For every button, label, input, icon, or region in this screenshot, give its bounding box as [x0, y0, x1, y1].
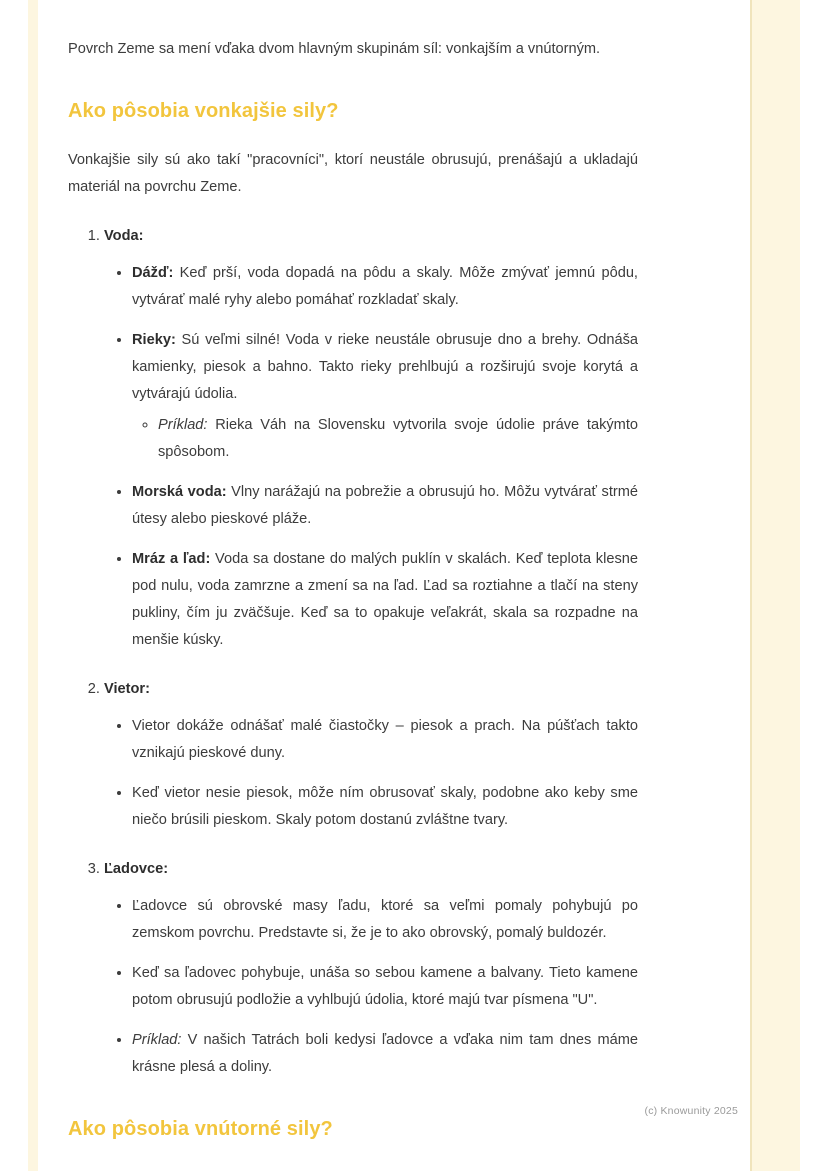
section-heading-inner-forces: Ako pôsobia vnútorné sily?	[68, 1118, 333, 1140]
bullet-item	[132, 713, 638, 767]
footer-copyright: (c) Knowunity 2025	[644, 1105, 738, 1117]
bullet-term: Morská voda:	[132, 484, 227, 500]
bullet-text: Keď sa ľadovec pohybuje, unáša so sebou kamene a balvany. Tieto kamene potom obrusujú podložie a vyhlbujú údolia, ktoré majú tvar písmena "U".	[132, 965, 638, 1008]
bullet-item	[132, 546, 638, 654]
example-label: Príklad:	[132, 1032, 182, 1048]
bullet-term: Mráz a ľad:	[132, 551, 211, 567]
list-item-title: Voda:	[104, 228, 144, 244]
list-item	[104, 856, 638, 1081]
bullet-text: Sú veľmi silné! Voda v rieke neustále obrusuje dno a brehy. Odnáša kamienky, piesok a bahno. Takto rieky prehlbujú a rozširujú svoje korytá a vytvárajú údolia.	[132, 332, 638, 402]
example-sublist	[132, 412, 638, 466]
bullet-text: Vlny narážajú na pobrežie a obrusujú ho. Môžu vytvárať strmé útesy alebo pieskové pláže.	[132, 484, 639, 527]
list-item	[104, 223, 638, 654]
sublist-ladovce	[104, 893, 638, 1081]
section1-lead-paragraph: Vonkajšie sily sú ako takí "pracovníci", ktorí neustále obrusujú, prenášajú a ukladajú materiál na povrchu Zeme.	[68, 152, 638, 195]
bullet-item	[132, 780, 638, 834]
outer-forces-list	[68, 223, 638, 1081]
left-margin-strip	[28, 0, 38, 1171]
example-label: Príklad:	[158, 417, 208, 433]
right-margin-strip	[752, 0, 800, 1171]
bullet-term: Rieky:	[132, 332, 176, 348]
intro-paragraph: Povrch Zeme sa mení vďaka dvom hlavným skupinám síl: vonkajším a vnútorným.	[68, 41, 601, 57]
bullet-item	[132, 327, 638, 466]
bullet-text: V našich Tatrách boli kedysi ľadovce a vďaka nim tam dnes máme krásne plesá a doliny.	[132, 1032, 638, 1075]
section-heading-outer-forces: Ako pôsobia vonkajšie sily?	[68, 100, 339, 122]
bullet-item	[132, 1027, 638, 1081]
list-item	[104, 676, 638, 834]
bullet-text: Vietor dokáže odnášať malé čiastočky – piesok a prach. Na púšťach takto vznikajú pieskové duny.	[132, 718, 638, 761]
example-text: Rieka Váh na Slovensku vytvorila svoje údolie práve takýmto spôsobom.	[158, 417, 638, 460]
list-item-title: Ľadovce:	[104, 861, 169, 877]
sublist-voda	[104, 260, 638, 654]
right-margin-rule	[750, 0, 752, 1171]
bullet-item	[132, 260, 638, 314]
bullet-item	[132, 893, 638, 947]
bullet-term: Dážď:	[132, 265, 174, 281]
bullet-text: Keď prší, voda dopadá na pôdu a skaly. Môže zmývať jemnú pôdu, vytvárať malé ryhy alebo pomáhať rozkladať skaly.	[132, 265, 638, 308]
document-content	[68, 36, 638, 1165]
bullet-text: Voda sa dostane do malých puklín v skalách. Keď teplota klesne pod nulu, voda zamrzne a zmení sa na ľad. Ľad sa roztiahne a tlačí na steny pukliny, čím ju zväčšuje. Keď sa to opakuje veľakrát, skala sa rozpadne na menšie kúsky.	[132, 551, 638, 648]
bullet-item	[132, 479, 638, 533]
bullet-text: Ľadovce sú obrovské masy ľadu, ktoré sa veľmi pomaly pohybujú po zemskom povrchu. Predstavte si, že je to ako obrovský, pomalý buldozér.	[132, 898, 638, 941]
bullet-item	[132, 960, 638, 1014]
example-item	[158, 412, 638, 466]
sublist-vietor	[104, 713, 638, 834]
list-item-title: Vietor:	[104, 681, 150, 697]
bullet-text: Keď vietor nesie piesok, môže ním obrusovať skaly, podobne ako keby sme niečo brúsili pieskom. Skaly potom dostanú zvláštne tvary.	[132, 785, 638, 828]
